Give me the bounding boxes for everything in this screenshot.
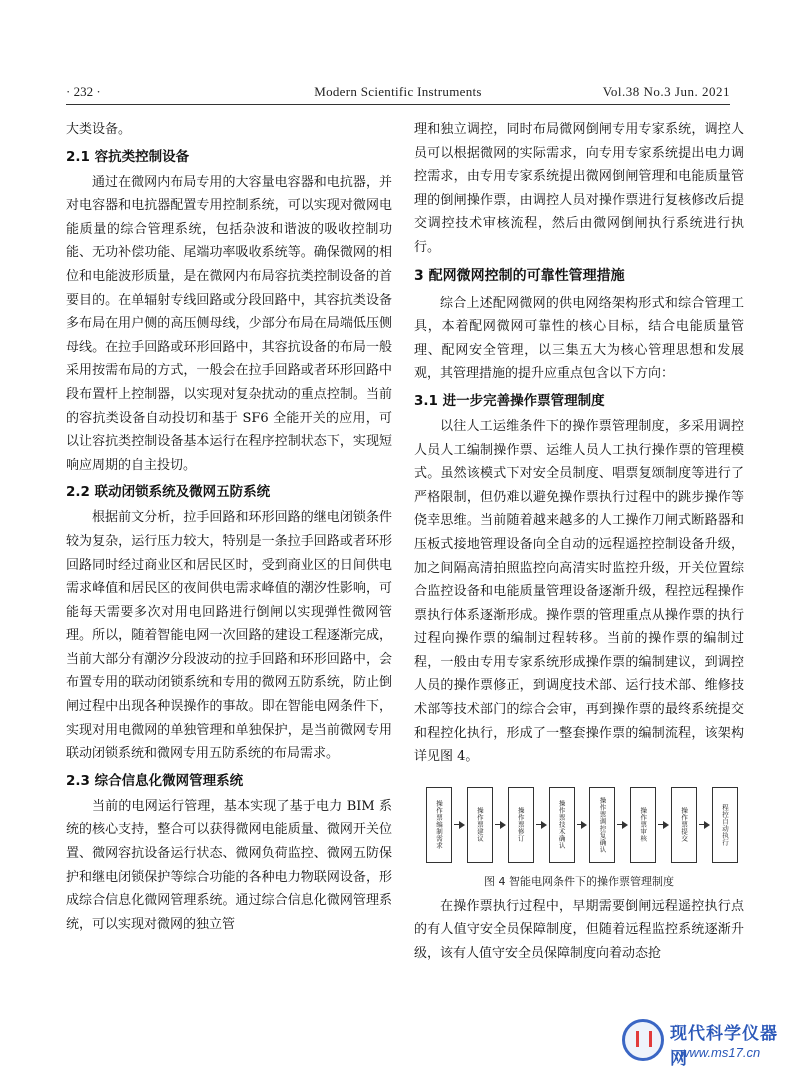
section-heading-2-1: 2.1 容抗类控制设备 bbox=[66, 148, 190, 165]
flow-step: 操作票提交 bbox=[671, 787, 697, 863]
left-column bbox=[66, 118, 392, 936]
flow-step: 操作票调控复确认 bbox=[589, 787, 615, 863]
watermark-title: 现代科学仪器网 bbox=[670, 1024, 778, 1069]
watermark-logo-icon bbox=[622, 1019, 664, 1061]
paragraph: 以往人工运维条件下的操作票管理制度，多采用调控人员人工编制操作票、运维人员人工执行操作票的管理模式。虽然该模式下对安全员制度、唱票复颂制度等进行了严格限制，但仍难以避免操作票执行过程中的跳步操作等侥幸思维。当前随着越来越多的人工操作刀闸式断路器和压板式接地管理设备向全自动的远程遥控控制设备升级，加之间隔高清拍照监控向高清实时监控升级，开关位置综合监控设备和电能质量管理设备逐渐升级，程控远程操作票执行体系逐渐形成。操作票的管理重点从操作票的执行过程向操作票的编制过程转移。当前的操作票的编制过程，一般由专用专家系统形成操作票的编制建议，到调控人员的操作票修正，到调度技术部、运行技术部、维修技术部等技术部门的综合会审，再到操作票的最终系统提交和程控化执行，形成了一整套操作票的编制流程，该架构详见图 4。 bbox=[414, 418, 744, 765]
section-heading-3-1: 3.1 进一步完善操作票管理制度 bbox=[414, 392, 605, 409]
right-column bbox=[414, 118, 744, 966]
paragraph: 根据前文分析，拉手回路和环形回路的继电闭锁条件较为复杂，运行压力较大，特别是一条拉手回路或者环形回路同时经过商业区和居民区时，受到商业区的日间供电需求峰值和居民区的夜间供电需求峰值的潮汐性影响，可能每天需要多次对用电回路进行倒闸以实现弹性微网管理。所以，随着智能电网一次回路的建设工程逐渐完成，当前大部分有潮汐分段波动的拉手回路和环形回路中，会布置专用的联动闭锁系统和专用的微网五防系统，防止倒闸过程中出现各种误操作的事故。即在智能电网条件下，实现对用电微网的单独管理和单独保护，是当前微网专用联动闭锁系统和微网专用五防系统的布局需求。 bbox=[66, 510, 392, 762]
journal-name: Modern Scientific Instruments bbox=[314, 84, 482, 99]
issue-info: Vol.38 No.3 Jun. 2021 bbox=[602, 84, 730, 99]
page-number: · 232 · bbox=[66, 84, 101, 99]
watermark bbox=[622, 1015, 792, 1073]
section-heading-2-3: 2.3 综合信息化微网管理系统 bbox=[66, 772, 244, 789]
flow-arrow bbox=[699, 820, 710, 830]
flow-step: 操作票审核 bbox=[630, 787, 656, 863]
flow-arrow bbox=[536, 820, 547, 830]
flow-arrow bbox=[617, 820, 628, 830]
page-header bbox=[66, 84, 730, 102]
figure-4 bbox=[414, 779, 744, 891]
flow-arrow bbox=[495, 820, 506, 830]
flowchart bbox=[414, 779, 744, 871]
paragraph: 大类设备。 bbox=[66, 122, 132, 137]
flow-step: 操作票编制需求 bbox=[426, 787, 452, 863]
flow-step: 程控自动执行 bbox=[712, 787, 738, 863]
paragraph: 当前的电网运行管理，基本实现了基于电力 BIM 系统的核心支持，整合可以获得微网电能质量、微网开关位置、微网容抗设备运行状态、微网负荷监控、微网五防保护和继电闭锁保护等综合功能的各种电力物联网设备，形成综合信息化微网管理系统。通过综合信息化微网管理系统，可以实现对微网的独立管 bbox=[66, 798, 392, 932]
flow-arrow bbox=[577, 820, 588, 830]
flow-step: 操作票修订 bbox=[508, 787, 534, 863]
paragraph: 在操作票执行过程中，早期需要倒闸远程遥控执行点的有人值守安全员保障制度，但随着远程监控系统逐渐升级，该有人值守安全员保障制度向着动态抢 bbox=[414, 898, 744, 962]
flow-arrow bbox=[454, 820, 465, 830]
watermark-url: www.ms17.cn bbox=[680, 1045, 761, 1060]
flow-step: 操作票建议 bbox=[467, 787, 493, 863]
paragraph: 通过在微网内布局专用的大容量电容器和电抗器，并对电容器和电抗器配置专用控制系统，可以实现对微网电能质量的综合管理系统，包括杂波和谐波的吸收控制功能、无功补偿功能、尾端功率吸收系统等。确保微网的相位和电能波形质量，是在微网内布局容抗类控制设备的首要目的。在单辐射专线回路或分段回路中，其容抗类设备多布局在用户侧的高压侧母线，少部分布局在局端低压侧母线。在拉手回路或环形回路中，其容抗设备的布局一般采用按需布局的方式，一般会在拉手回路或者环形回路中段布置杆上控制器，以实现对复杂扰动的重点控制。当前的容抗类设备自动投切和基于 SF6 全能开关的应用，可以让容抗类控制设备基本运行在程序控制状态下，实现短响应周期的自主投切。 bbox=[66, 174, 392, 473]
header-rule bbox=[66, 104, 730, 105]
section-heading-2-2: 2.2 联动闭锁系统及微网五防系统 bbox=[66, 484, 271, 501]
flow-step: 操作票技术确认 bbox=[549, 787, 575, 863]
flow-arrow bbox=[658, 820, 669, 830]
figure-caption: 图 4 智能电网条件下的操作票管理制度 bbox=[484, 874, 674, 888]
paragraph: 综合上述配网微网的供电网络架构形式和综合管理工具，本着配网微网可靠性的核心目标，结合电能质量管理、配网安全管理，以三集五大为核心管理思想和发展观，其管理措施的提升应重点包含以下方向： bbox=[414, 295, 744, 382]
section-heading-3: 3 配网微网控制的可靠性管理措施 bbox=[414, 267, 625, 284]
paragraph: 理和独立调控，同时布局微网倒闸专用专家系统，调控人员可以根据微网的实际需求，向专用专家系统提出电力调控需求，由专用专家系统提出微网倒闸管理和电能质量管理的倒闸操作票，由调控人员对操作票进行复核修改后提交调控技术审核流程，然后由微网倒闸执行系统进行执行。 bbox=[414, 122, 744, 255]
